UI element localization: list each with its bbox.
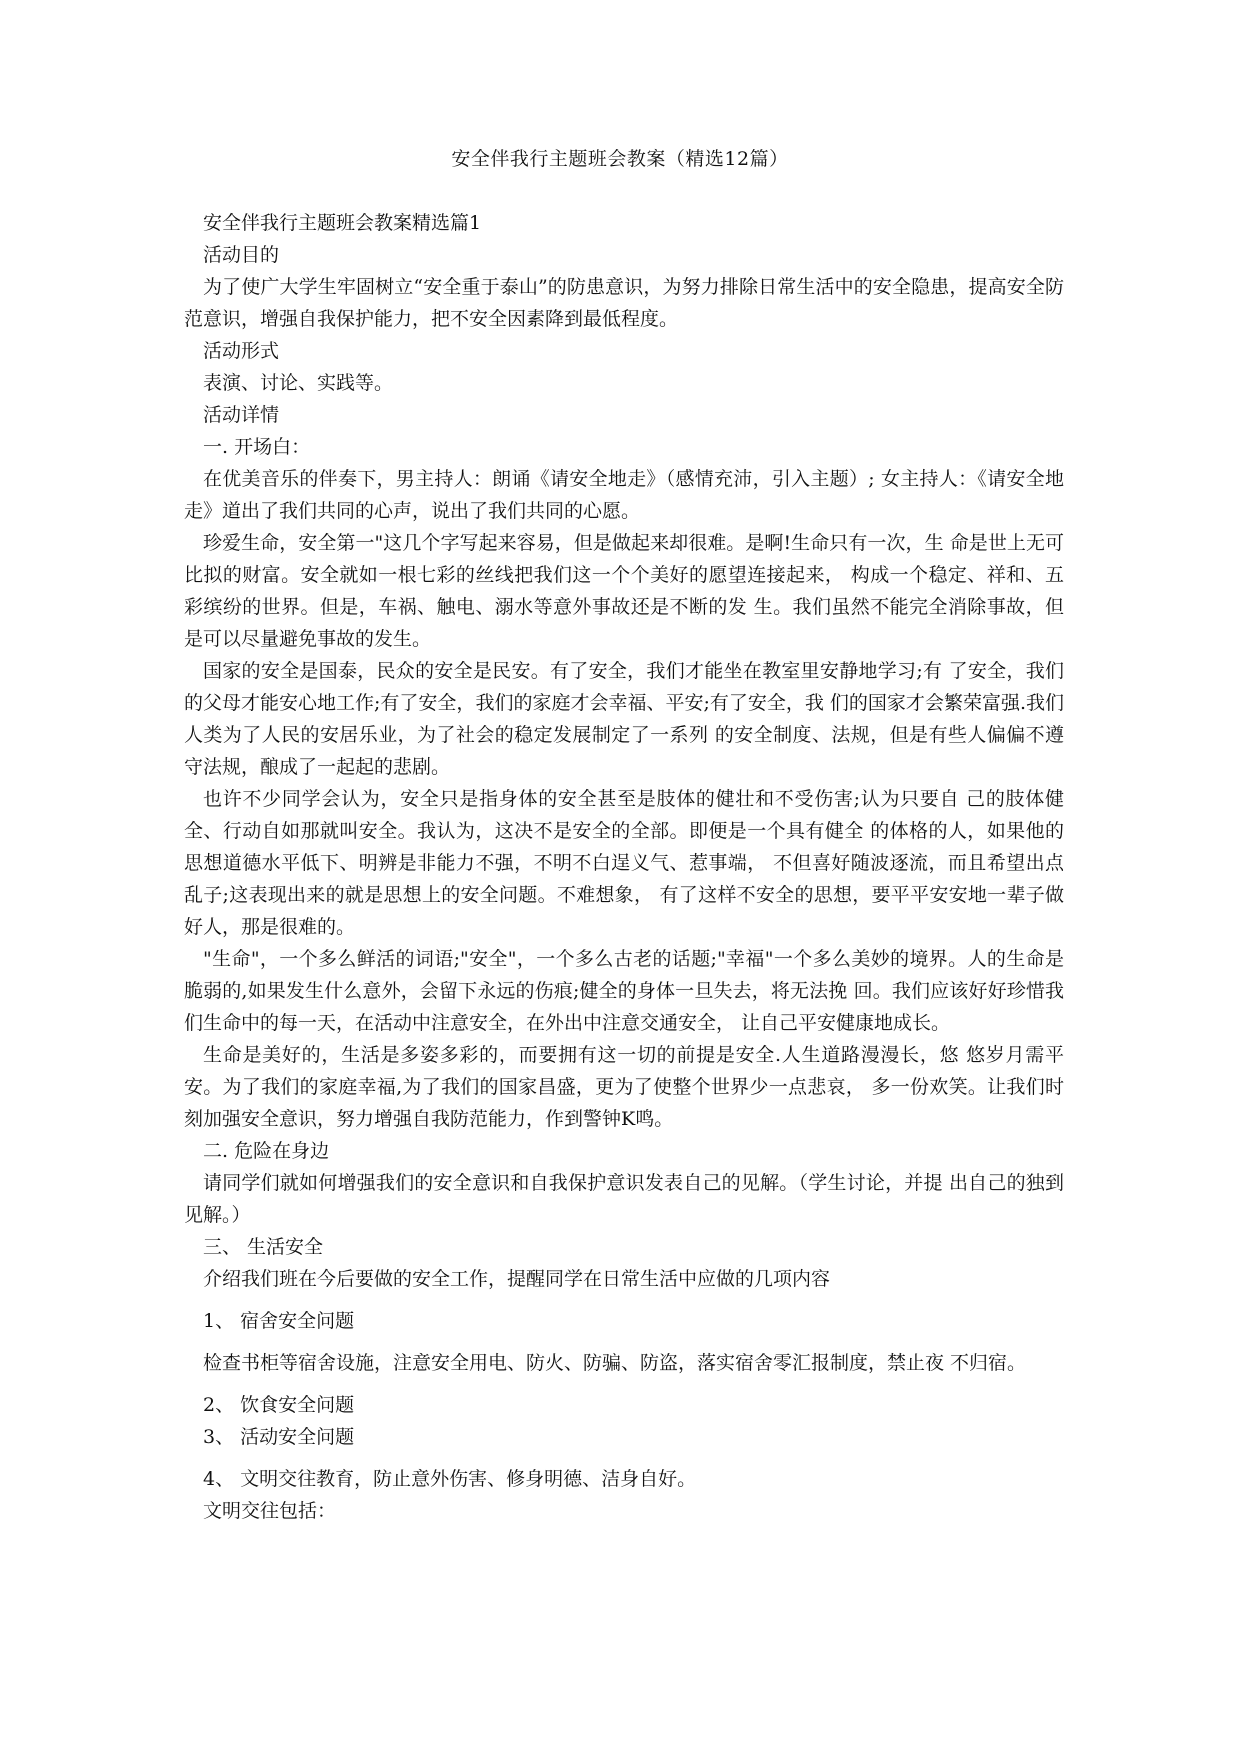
paragraph: 国家的安全是国泰，民众的安全是民安。有了安全，我们才能坐在教室里安静地学习;有 了安全，我们的父母才能安心地工作;有了安全，我们的家庭才会幸福、平安;有了安全，我 们的国家才会繁荣富强.我们人类为了人民的安居乐业，为了社会的稳定发展制定了一系列 的安全制度、法规，但是有些人偏偏不遵守法规，酿成了一起起的悲剧。 <box>184 660 1064 778</box>
subheading-details: 活动详情 <box>203 404 280 426</box>
subheading-form: 活动形式 <box>203 340 280 362</box>
list-item: 1、 宿舍安全问题 <box>203 1310 355 1332</box>
paragraph: "生命"，一个多么鲜活的词语;"安全"，一个多么古老的话题;"幸福"一个多么美妙的境界。人的生命是脆弱的,如果发生什么意外，会留下永远的伤痕;健全的身体一旦失去，将无法挽 回。我们应该好好珍惜我们生命中的每一天，在活动中注意安全，在外出中注意交通安全， 让自己平安健康地成长。 <box>184 948 1064 1034</box>
list-item: 4、 文明交往教育，防止意外伤害、修身明德、洁身自好。 <box>203 1468 697 1490</box>
subheading-danger: 二. 危险在身边 <box>203 1140 330 1162</box>
paragraph: 文明交往包括： <box>203 1500 337 1522</box>
subheading-opening: 一. 开场白： <box>203 436 311 458</box>
paragraph: 介绍我们班在今后要做的安全工作，提醒同学在日常生活中应做的几项内容 <box>203 1268 831 1290</box>
paragraph: 生命是美好的，生活是多姿多彩的，而要拥有这一切的前提是安全.人生道路漫漫长，悠 悠岁月需平安。为了我们的家庭幸福,为了我们的国家昌盛，更为了使整个世界少一点悲哀， 多一份欢笑。让我们时刻加强安全意识，努力增强自我防范能力，作到警钟K鸣。 <box>184 1044 1064 1130</box>
document-title: 安全伴我行主题班会教案（精选12篇） <box>451 148 789 170</box>
list-item: 3、 活动安全问题 <box>203 1426 355 1448</box>
paragraph: 在优美音乐的伴奏下，男主持人：朗诵《请安全地走》（感情充沛，引入主题）; 女主持人：《请安全地走》道出了我们共同的心声，说出了我们共同的心愿。 <box>184 468 1064 522</box>
list-item: 2、 饮食安全问题 <box>203 1394 355 1416</box>
subheading-purpose: 活动目的 <box>203 244 280 266</box>
paragraph: 也许不少同学会认为，安全只是指身体的安全甚至是肢体的健壮和不受伤害;认为只要自 己的肢体健全、行动自如那就叫安全。我认为，这决不是安全的全部。即便是一个具有健全 的体格的人，如果他的思想道德水平低下、明辨是非能力不强，不明不白逞义气、惹事端， 不但喜好随波逐流，而且希望出点乱子;这表现出来的就是思想上的安全问题。不难想象， 有了这样不安全的思想，要平平安安地一辈子做好人，那是很难的。 <box>184 788 1064 938</box>
subheading-life-safety: 三、 生活安全 <box>203 1236 324 1258</box>
paragraph: 珍爱生命，安全第一"这几个字写起来容易，但是做起来却很难。是啊!生命只有一次，生 命是世上无可比拟的财富。安全就如一根七彩的丝线把我们这一个个美好的愿望连接起来， 构成一个稳定、祥和、五彩缤纷的世界。但是，车祸、触电、溺水等意外事故还是不断的发 生。我们虽然不能完全消除事故，但是可以尽量避免事故的发生。 <box>184 532 1064 650</box>
document-body <box>184 207 1064 1527</box>
section-heading: 安全伴我行主题班会教案精选篇1 <box>203 212 482 234</box>
paragraph: 检查书柜等宿舍设施，注意安全用电、防火、防骗、防盗，落实宿舍零汇报制度，禁止夜 不归宿。 <box>203 1352 1027 1374</box>
paragraph: 为了使广大学生牢固树立“安全重于泰山”的防患意识，为努力排除日常生活中的安全隐患，提高安全防范意识，增强自我保护能力，把不安全因素降到最低程度。 <box>184 276 1064 330</box>
paragraph: 请同学们就如何增强我们的安全意识和自我保护意识发表自己的见解。（学生讨论，并提 出自己的独到见解。） <box>184 1172 1064 1226</box>
paragraph: 表演、讨论、实践等。 <box>203 372 394 394</box>
